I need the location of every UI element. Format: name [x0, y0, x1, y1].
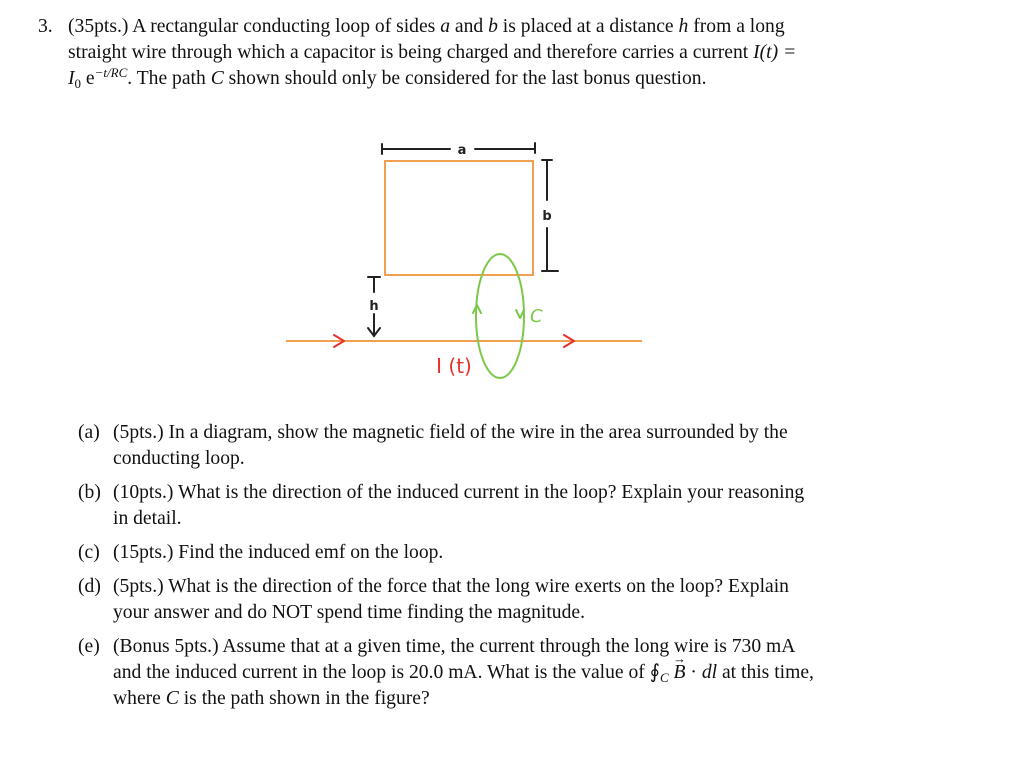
loop-diagram [280, 130, 650, 385]
current-expression: I(t) = [753, 42, 797, 63]
var-I: I [68, 68, 75, 89]
dot-operator: · [685, 662, 702, 683]
label-C: C [530, 306, 543, 327]
subscript-0: 0 [74, 76, 82, 91]
part-label: (d) [78, 576, 101, 597]
contour-integral-symbol: ∮ [649, 662, 660, 683]
problem-statement [38, 14, 868, 92]
vector-dl: dl [701, 662, 718, 683]
var-C: C [165, 688, 179, 709]
part-label: (a) [78, 422, 100, 443]
part-b [78, 480, 862, 532]
part-text-line: your answer and do NOT spend time finding the magnitude. [113, 602, 585, 623]
part-c [78, 540, 862, 566]
var-C: C [210, 68, 224, 89]
part-text-line: (10pts.) What is the direction of the induced current in the loop? Explain your reasoning [113, 482, 805, 503]
text-run: from a long [688, 16, 785, 37]
path-down-arrow [516, 310, 524, 318]
problem-line-1 [68, 14, 868, 40]
text-run: is placed at a distance [497, 16, 679, 37]
vector-B: → B [674, 660, 686, 686]
amperian-path-C [476, 254, 524, 378]
label-a: a [457, 143, 467, 158]
text-run: and [450, 16, 489, 37]
part-text-line: in detail. [113, 508, 182, 529]
problem-body [68, 14, 868, 92]
problem-number: 3. [38, 16, 53, 37]
text-run: (35pts.) A rectangular conducting loop of sides [68, 16, 441, 37]
exponent: −t/RC [94, 65, 128, 80]
text-run: straight wire through which a capacitor is being charged and therefore carries a current [68, 42, 754, 63]
text-run: shown should only be considered for the last bonus question. [223, 68, 707, 89]
part-e [78, 634, 862, 712]
var-h: h [678, 16, 689, 37]
problem-line-3 [68, 66, 868, 92]
part-text-line: (5pts.) What is the direction of the force that the long wire exerts on the loop? Explain [113, 576, 789, 597]
part-label: (e) [78, 636, 100, 657]
diagram-svg [280, 130, 650, 385]
var-a: a [440, 16, 451, 37]
part-text-line [113, 660, 862, 686]
part-text-line: (5pts.) In a diagram, show the magnetic field of the wire in the area surrounded by the [113, 422, 788, 443]
part-a [78, 420, 862, 472]
part-label: (b) [78, 482, 101, 503]
exp-base: e [81, 68, 95, 89]
var-b: b [488, 16, 498, 37]
problem-line-2 [68, 40, 868, 66]
text-run: at this time, [717, 662, 814, 683]
part-text-line: (15pts.) Find the induced emf on the loop. [113, 542, 444, 563]
part-d [78, 574, 862, 626]
text-run: where [113, 688, 166, 709]
label-h: h [369, 299, 379, 314]
text-run: is the path shown in the figure? [178, 688, 430, 709]
text-run: and the induced current in the loop is 20.0 mA. What is the value of [113, 662, 650, 683]
part-label: (c) [78, 542, 100, 563]
part-text-line: (Bonus 5pts.) Assume that at a given time, the current through the long wire is 730 mA [113, 636, 796, 657]
text-run: . The path [127, 68, 211, 89]
part-text-line [113, 686, 862, 712]
integral-subscript: C [659, 670, 669, 685]
part-text-line: conducting loop. [113, 448, 245, 469]
conducting-loop [385, 161, 533, 275]
question-parts [78, 420, 862, 720]
label-b: b [542, 209, 552, 224]
label-current: I (t) [436, 354, 472, 378]
